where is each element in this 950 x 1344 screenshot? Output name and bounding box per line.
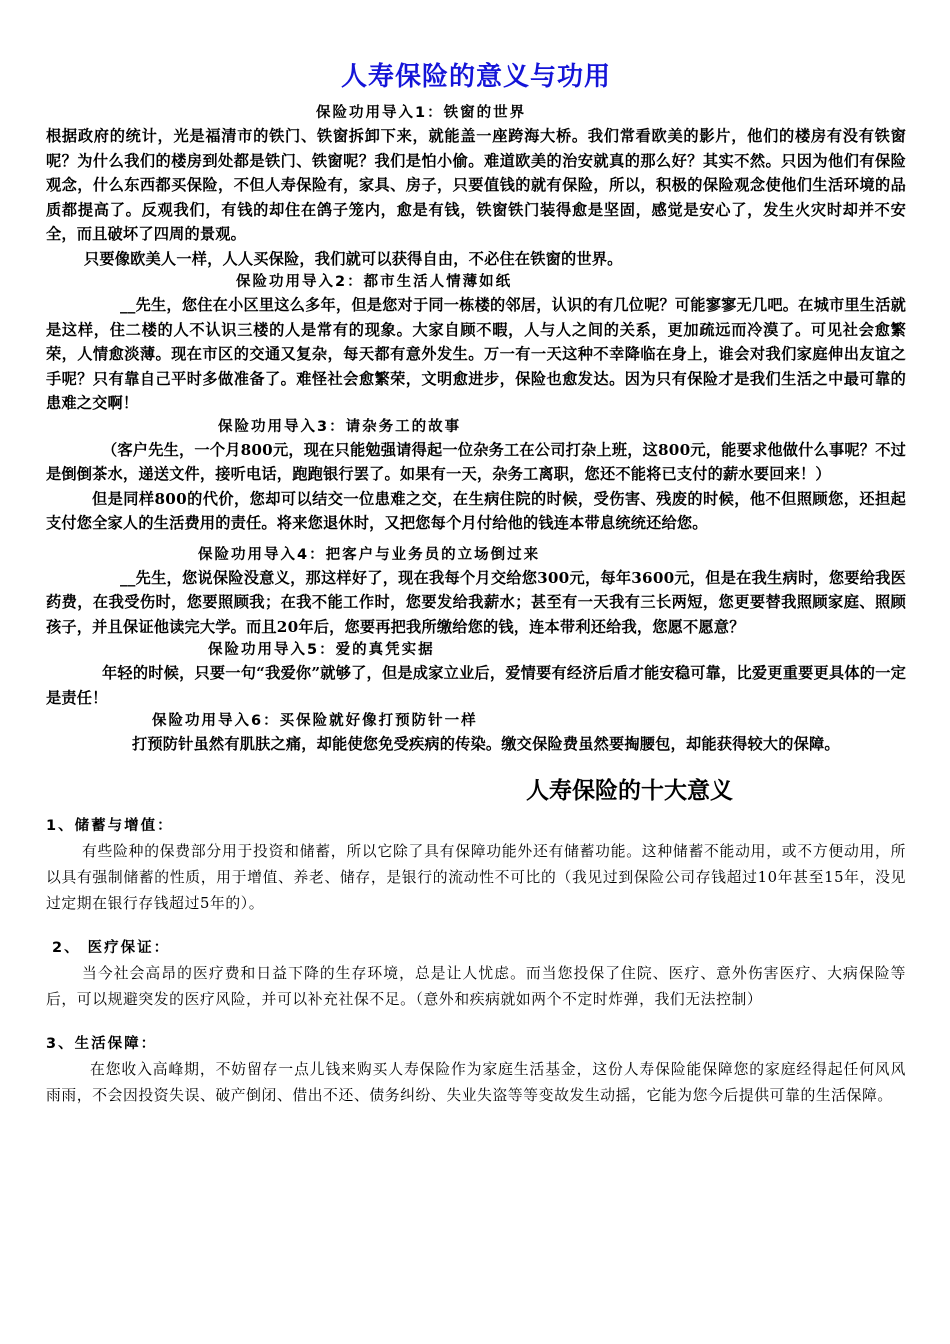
document-title: 人寿保险的意义与功用 — [340, 62, 611, 92]
section-heading-6: 保险功用导入6：买保险就好像打预防针一样 — [152, 713, 478, 729]
item-2-text: 当今社会高昂的医疗费和日益下降的生存环境，总是让人忧虑。而当您投保了住院、医疗、意外伤害医疗、大病保险等后，可以规避突发的医疗风险，并可以补充社保不足。（意外和疾病就如两个不定时炸弹，我们无法控制） — [46, 964, 906, 1008]
section-1-paragraph-2: 只要像欧美人一样，人人买保险，我们就可以获得自由，不必住在铁窗的世界。 — [84, 249, 623, 268]
section-6-paragraph-1: 打预防针虽然有肌肤之痛，却能使您免受疾病的传染。缴交保险费虽然要掏腰包，却能获得较大的保障。 — [132, 735, 840, 753]
section-heading-1: 保险功用导入1：铁窗的世界 — [316, 105, 527, 121]
section-heading-5: 保险功用导入5：爱的真凭实据 — [208, 642, 435, 658]
item-3-heading: 3、生活保障： — [46, 1035, 158, 1052]
section-heading-3: 保险功用导入3：请杂务工的故事 — [218, 418, 462, 435]
item-1-text: 有些险种的保费部分用于投资和储蓄，所以它除了具有保障功能外还有储蓄功能。这种储蓄不能动用，或不方便动用，所以具有强制储蓄的性质，用于增值、养老、储存，是银行的流动性不可比的（我见过到保险公司存钱超过10年甚至15年，没见过定期在银行存钱超过5年的）。 — [46, 842, 906, 912]
section-3-paragraph-2: 但是同样800的代价，您却可以结交一位患难之交，在生病住院的时候，受伤害、残废的时候，他不但照顾您，还担起支付您全家人的生活费用的责任。将来您退休时，又把您每个月付给他的钱连本带息统统还给您。 — [46, 489, 906, 532]
document-page — [46, 60, 906, 1109]
section-2-paragraph-1: __先生，您住在小区里这么多年，但是您对于同一栋楼的邻居，认识的有几位呢？可能寥寥无几吧。在城市里生活就是这样，住二楼的人不认识三楼的人是常有的现象。大家自顾不暇，人与人之间的关系，更加疏远而冷漠了。可见社会愈繁荣，人情愈淡薄。现在市区的交通又复杂，每天都有意外发生。万一有一天这种不幸降临在身上，谁会对我们家庭伸出友谊之手呢？只有靠自己平时多做准备了。难怪社会愈繁荣，文明愈进步，保险也愈发达。因为只有保险才是我们生活之中最可靠的患难之交啊！ — [46, 296, 906, 412]
section-3-paragraph-1: （客户先生，一个月800元，现在只能勉强请得起一位杂务工在公司打杂上班，这800元，能要求他做什么事呢？不过是倒倒茶水，递送文件，接听电话，跑跑银行罢了。如果有一天，杂务工离职，您还不能将已支付的薪水要回来！） — [46, 440, 906, 483]
item-1-heading: 1、储蓄与增值： — [46, 817, 174, 834]
section-heading-2: 保险功用导入2：都市生活人情薄如纸 — [236, 274, 513, 290]
item-3-text: 在您收入高峰期，不妨留存一点儿钱来购买人寿保险作为家庭生活基金，这份人寿保险能保障您的家庭经得起任何风风雨雨，不会因投资失误、破产倒闭、借出不还、债务纠纷、失业失盗等等变故发生动摇，它能为您今后提供可靠的生活保障。 — [46, 1060, 906, 1104]
section-1-paragraph-1: 根据政府的统计，光是福清市的铁门、铁窗拆卸下来，就能盖一座跨海大桥。我们常看欧美的影片，他们的楼房有没有铁窗呢？为什么我们的楼房到处都是铁门、铁窗呢？我们是怕小偷。难道欧美的治安就真的那么好？其实不然。只因为他们有保险观念，什么东西都买保险，不但人寿保险有，家具、房子，只要值钱的就有保险，所以，积极的保险观念使他们生活环境的品质都提高了。反观我们，有钱的却住在鸽子笼内，愈是有钱，铁窗铁门装得愈是坚固，感觉是安心了，发生火灾时却并不安全，而且破坏了四周的景观。 — [46, 127, 906, 243]
item-2-heading: 2、 医疗保证： — [52, 939, 171, 956]
section-5-paragraph-1: 年轻的时候，只要一句“我爱你”就够了，但是成家立业后，爱情要有经济后盾才能安稳可靠，比爱更重要更具体的一定是责任！ — [46, 664, 906, 707]
section-4-paragraph-1: __先生，您说保险没意义，那这样好了，现在我每个月交给您300元，每年3600元，但是在我生病时，您要给我医药费，在我受伤时，您要照顾我；在我不能工作时，您要发给我薪水；甚至有一天我有三长两短，您更要替我照顾家庭、照顾孩子，并且保证他读完大学。而且20年后，您要再把我所缴给您的钱，连本带利还给我，您愿不愿意？ — [46, 568, 906, 636]
part2-title: 人寿保险的十大意义 — [526, 777, 733, 804]
section-heading-4: 保险功用导入4：把客户与业务员的立场倒过来 — [198, 546, 541, 563]
